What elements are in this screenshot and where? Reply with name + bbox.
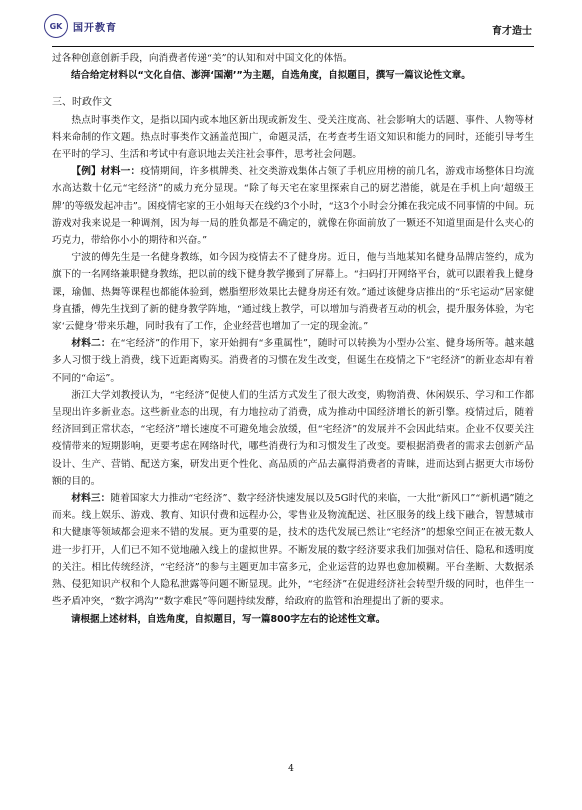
- logo-seal-icon: GK: [44, 14, 68, 38]
- paragraph: 浙江大学刘教授认为，“宅经济”促使人们的生活方式发生了很大改变，购物消费、休闲娱乐、学习和工作都呈现出许多新业态。这些新业态的出现，有力地拉动了消费，成为推动中国经济增长的新引擎。疫情过后，随着经济回到正常状态，“宅经济”增长速度不可避免地会放缓，但“宅经济”的发展并不会因此结束。企业不仅要关注疫情带来的短期影响，更要考虑在网络时代，哪些消费行为和习惯发生了改变。要根据消费者的需求去创新产品设计、生产、营销、配送方案，研发出更个性化、高品质的产品去赢得消费者的青睐，进而达到占据更大市场份额的目的。: [52, 389, 534, 487]
- writing-prompt: 结合给定材料以“文化自信、澎湃‘国潮’”为主题，自选角度，自拟题目，撰写一篇议论性文章。: [71, 70, 471, 82]
- page-header: [49, 0, 534, 50]
- document-body: [52, 50, 534, 628]
- paragraph: 热点时事类作文，是指以国内或本地区新出现或新发生、受关注度高、社会影响大的话题、事件、人物等材料来命制的作文题。热点时事类作文涵盖范围广，命题灵活，在考查考生语文知识和能力的同时，还能引导考生在平时的学习、生活和考试中有意识地去关注社会事件，思考社会问题。: [52, 114, 534, 161]
- section-heading: 三、时政作文: [52, 97, 112, 109]
- spacer: [52, 84, 534, 94]
- brand-name: 国开教育: [73, 22, 117, 34]
- material-three: [52, 490, 534, 610]
- material-text: 疫情期间，许多棋牌类、社交类游戏集体占领了手机应用榜的前几名，游戏市场整体日均流水高达数十亿元“宅经济”的威力充分显现。“除了每天宅在家里探索自己的厨艺潜能，就是在手机上向‘超级王牌’的等级发起冲击”。困疫情宅家的王小姐每天在线约3个小时，“这3个小时会分摊在我完成不同事情的中间。玩游戏对我来说是一种调剂，因为每一局的胜负都是不确定的，就像在你面前放了一颗还不知道里面是什么夹心的巧克力，带给你小小的期待和兴奋。”: [52, 166, 535, 247]
- material-label: 材料二：: [71, 338, 111, 350]
- paragraph: 过各种创意创新手段，向消费者传递“美”的认知和对中国文化的体悟。: [52, 53, 353, 64]
- header-motto: 育才造士: [492, 26, 532, 37]
- header-rule: [52, 46, 534, 47]
- material-label: 材料三：: [71, 493, 111, 505]
- page-number: 4: [288, 764, 294, 774]
- material-label: 【例】材料一：: [71, 166, 141, 178]
- material-text: 在“宅经济”的作用下，家开始拥有“多重属性”，随时可以转换为小型办公室、健身场所等。越来越多人习惯于线上消费，线下近距离购买。消费者的习惯在发生改变，但诞生在疫情之下“宅经济”的新业态却有着不同的“命运”。: [52, 338, 535, 384]
- brand-logo: [44, 14, 117, 38]
- material-text: 随着国家大力推动“宅经济”、数字经济快速发展以及5G时代的来临，一大批“新风口”“新机遇”随之而来。线上娱乐、游戏、教育、知识付费和远程办公，零售业及物流配送、社区服务的线上线下融合，智慧城市和大健康等领域都会迎来不错的发展。更为重要的是，技术的迭代发展已然让“宅经济”的想象空间正在被无数人进一步打开，人们已不知不觉地融入线上的虚拟世界。不断发展的数字经济要求我们加强对信任、隐私和透明度的关注。相比传统经济，“宅经济”的参与主题更加丰富多元，企业运营的边界也愈加模糊。平台垄断、大数据杀熟、侵犯知识产权和个人隐私泄露等问题不断显现。此外，“宅经济”在促进经济社会转型升级的同时，也伴生一些矛盾冲突，“数字鸿沟”“数字难民”等问题持续发酵，给政府的监管和治理提出了新的要求。: [52, 493, 534, 608]
- paragraph: 宁波的傅先生是一名健身教练，如今因为疫情去不了健身房。近日，他与当地某知名健身品牌店签约，成为旗下的一名网络兼职健身教练，把以前的线下健身教学搬到了屏幕上。“扫码打开网络平台，就可以跟着我上健身课，瑜伽、热舞等课程也都能体验到，燃脂塑形效果比去健身房还有效。”通过该健身店推出的“乐宅运动”居家健身直播，傅先生找到了新的健身教学阵地，“通过线上教学，可以增加与消费者互动的机会，提升服务体验，为宅家‘云健身’带来乐趣，同时我有了工作，企业经营也增加了一定的现金流。”: [52, 252, 534, 333]
- writing-task: 请根据上述材料，自选角度，自拟题目，写一篇800字左右的论述性文章。: [71, 613, 386, 625]
- material-two: [52, 335, 534, 387]
- material-one: [52, 163, 534, 249]
